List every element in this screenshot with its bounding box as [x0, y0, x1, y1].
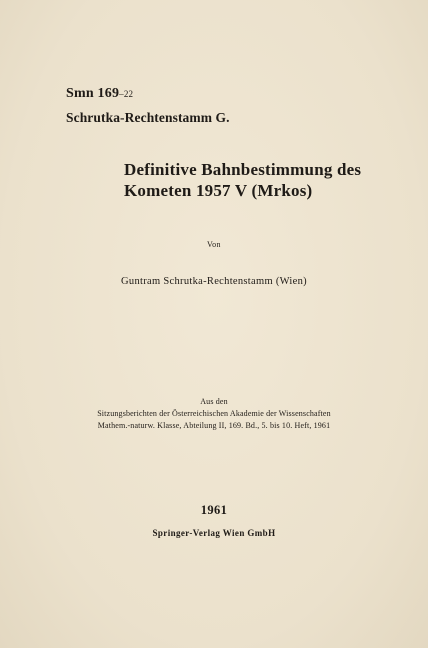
call-number: [66, 86, 133, 102]
publication-year: 1961: [200, 503, 228, 517]
publisher: Springer-Verlag Wien GmbH: [152, 528, 276, 538]
call-number-suffix: –22: [119, 89, 134, 99]
title-line-2: Kometen 1957 V (Mrkos): [124, 181, 313, 200]
title-line-1: Definitive Bahnbestimmung des: [124, 160, 362, 179]
source-line-3: Mathem.-naturw. Klasse, Abteilung II, 169. Bd., 5. bis 10. Heft, 1961: [97, 421, 331, 430]
source-line-2: Sitzungsberichten der Österreichischen Akademie der Wissenschaften: [97, 409, 331, 418]
source-line-1: Aus den: [200, 397, 228, 406]
author-line: Guntram Schrutka-Rechtenstamm (Wien): [121, 276, 307, 287]
von-label: Von: [207, 240, 221, 249]
call-number-prefix: Smn: [66, 86, 94, 101]
catalog-author: Schrutka-Rechtenstamm G.: [66, 110, 230, 125]
source-block: [0, 396, 428, 432]
call-number-value: 169: [97, 86, 120, 101]
document-title: [124, 159, 361, 201]
